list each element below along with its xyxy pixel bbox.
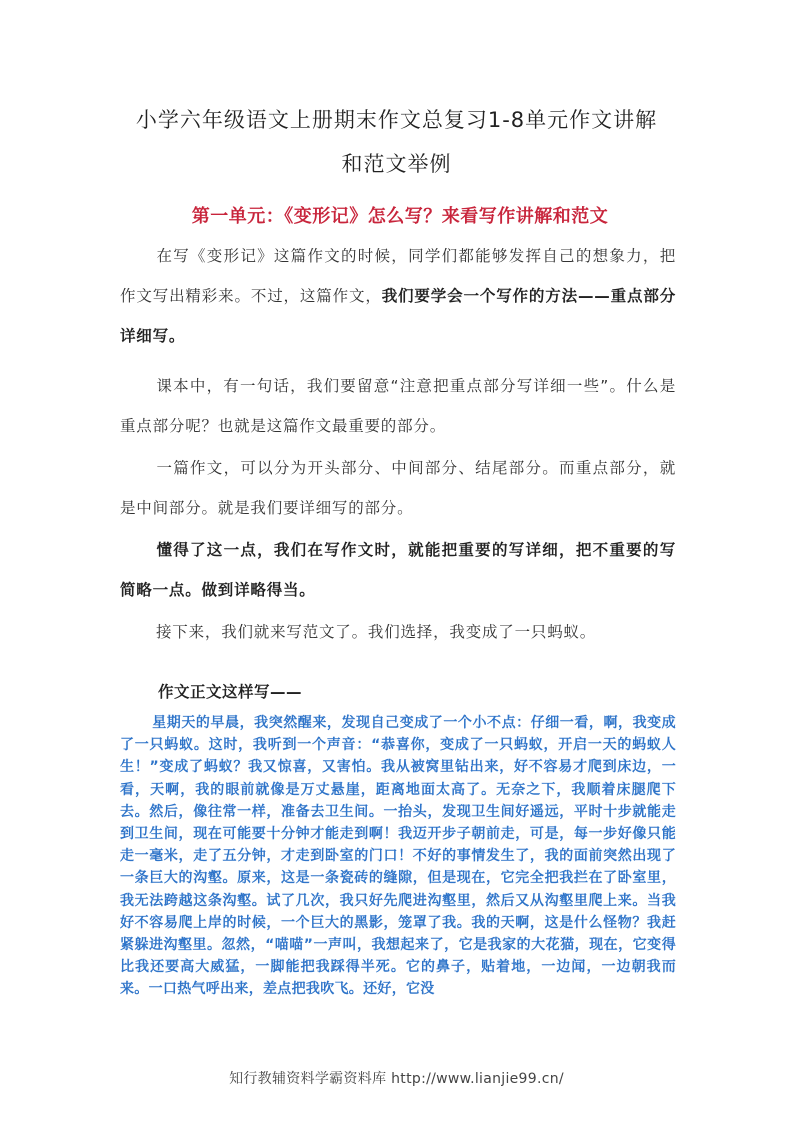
paragraph-3: [120, 448, 676, 528]
document-title-line-1: 小学六年级语文上册期末作文总复习1-8单元作文讲解: [135, 108, 658, 132]
document-title-line-2: 和范文举例: [341, 152, 452, 176]
paragraph-4: [120, 530, 676, 610]
paragraph-2-text: 课本中，有一句话，我们要留意“注意把重点部分写详细一些”。什么是重点部分呢？也就是这篇作文最重要的部分。: [120, 377, 676, 435]
section-heading: 第一单元：《变形记》怎么写？来看写作讲解和范文: [191, 206, 609, 227]
paragraph-3-text: 一篇作文，可以分为开头部分、中间部分、结尾部分。而重点部分，就是中间部分。就是我们要详细写的部分。: [120, 459, 676, 517]
footer-source: 知行教辅资料学霸资料库 http://www.lianjie99.cn/: [229, 1071, 564, 1087]
paragraph-1: [120, 236, 676, 356]
paragraph-2: [120, 366, 676, 446]
paragraph-5: [120, 612, 676, 652]
paragraph-4-bold-text: 懂得了这一点，我们在写作文时，就能把重要的写详细，把不重要的写简略一点。做到详略得当。: [120, 541, 676, 599]
paragraph-1-bold-text: 我们要学会一个写作的方法——重点部分详细写。: [120, 287, 676, 345]
essay-body: [120, 712, 676, 1001]
essay-text: 星期天的早晨，我突然醒来，发现自己变成了一个小不点：仔细一看，啊，我变成了一只蚂蚁。这时，我听到一个声音：“恭喜你，变成了一只蚂蚁，开启一天的蚂蚁人生！”变成了蚂蚁？我又惊喜，又害怕。我从被窝里钻出来，好不容易才爬到床边，一看，天啊，我的眼前就像是万丈悬崖，距离地面太高了。无奈之下，我顺着床腿爬下去。然后，像往常一样，准备去卫生间。一抬头，发现卫生间好遥远，平时十步就能走到卫生间，现在可能要十分钟才能走到啊！我迈开步子朝前走，可是，每一步好像只能走一毫米，走了五分钟，才走到卧室的门口！不好的事情发生了，我的面前突然出现了一条巨大的沟壑。原来，这是一条瓷砖的缝隙，但是现在，它完全把我拦在了卧室里，我无法跨越这条沟壑。试了几次，我只好先爬进沟壑里，然后又从沟壑里爬上来。当我好不容易爬上岸的时候，一个巨大的黑影，笼罩了我。我的天啊，这是什么怪物？我赶紧躲进沟壑里。忽然，“喵喵”一声叫，我想起来了，它是我家的大花猫，现在，它变得比我还要高大威猛，一脚能把我踩得半死。它的鼻子，贴着地，一边闻，一边朝我而来。一口热气呼出来，差点把我吹飞。还好，它没: [120, 715, 676, 998]
essay-heading: 作文正文这样写——: [158, 683, 303, 701]
paragraph-5-text: 接下来，我们就来写范文了。我们选择，我变成了一只蚂蚁。: [156, 623, 597, 641]
paragraph-1-text: 在写《变形记》这篇作文的时候，同学们都能够发挥自己的想象力，把作文写出精彩来。不过，这篇作文，: [120, 247, 676, 305]
